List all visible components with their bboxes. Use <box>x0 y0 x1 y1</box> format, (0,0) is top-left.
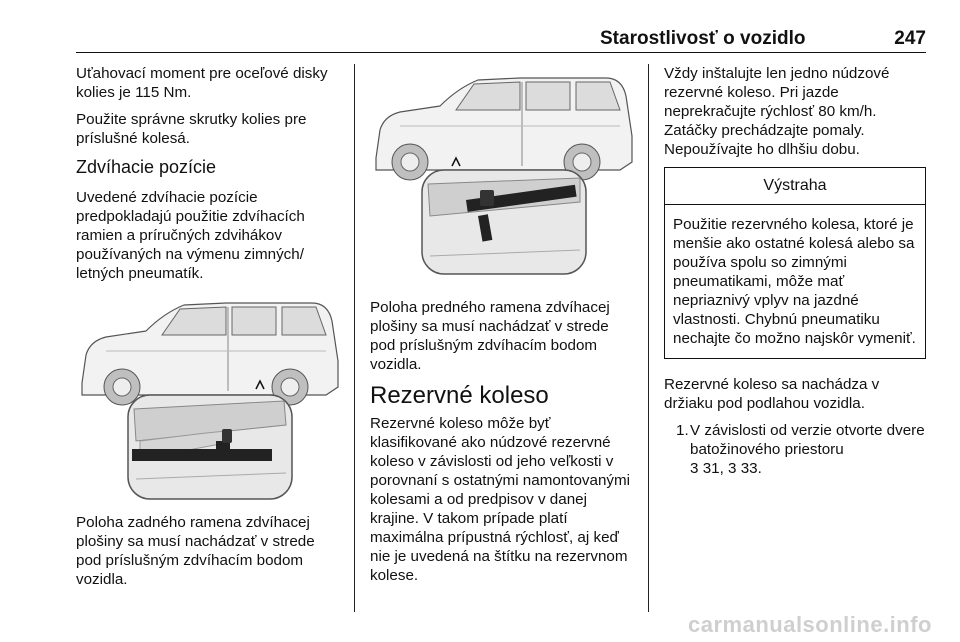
column-1 <box>76 64 344 597</box>
column-divider-2 <box>648 64 649 612</box>
spare-location-paragraph: Rezervné koleso sa nachádza v držiaku pod podlahou vozidla. <box>664 376 880 412</box>
warning-title: Výstraha <box>665 168 925 205</box>
lifting-positions-heading: Zdvíhacie pozície <box>76 157 217 177</box>
page-ref-arrow-icon: 3 <box>728 460 737 477</box>
column-divider-1 <box>354 64 355 612</box>
warning-box <box>664 167 926 359</box>
spare-wheel-heading: Rezervné koleso <box>370 382 549 409</box>
page-reference[interactable] <box>690 460 720 477</box>
rear-lift-caption: Poloha zadného ramena zdvíhacej plošiny sa musí nachádzať v strede pod príslušným zdvíhacím bodom vozidla. <box>76 514 315 588</box>
page-ref-number: 33 <box>740 460 758 477</box>
front-lift-caption: Poloha predného ramena zdvíhacej plošiny sa musí nachádzať v strede pod príslušným zdvíhacím bodom vozidla. <box>370 299 610 373</box>
watermark: carmanualsonline.info <box>688 612 932 637</box>
page-header-title: Starostlivosť o vozidlo <box>600 28 806 49</box>
list-item-text: V závislosti od verzie otvorte dvere batožinového priestoru <box>690 422 925 458</box>
bolts-paragraph: Použite správne skrutky kolies pre príslušné kolesá. <box>76 111 307 147</box>
list-item <box>664 421 926 478</box>
header-rule <box>76 52 926 53</box>
rear-lift-point-figure <box>76 291 344 503</box>
column-2 <box>370 64 638 593</box>
spare-wheel-paragraph: Rezervné koleso môže byť klasifikované ako núdzové rezervné koleso v závislosti od jeho veľkosti v porovnaní s ostatnými namontovanými kolesami a od predpisov v danej krajine. V takom prípade platí maximálna prípustná rýchlosť, aj keď nie je uvedená na štítku na rezervnom kolese. <box>370 415 631 584</box>
lifting-positions-paragraph: Uvedené zdvíhacie pozície predpokladajú použitie zdvíhacích ramien a príručných zdvihákov používaných na výmenu zimných/ letných pneumatík. <box>76 189 305 282</box>
page-ref-arrow-icon: 3 <box>690 460 699 477</box>
front-lift-point-figure <box>370 66 638 280</box>
emergency-spare-paragraph: Vždy inštalujte len jedno núdzové rezervné koleso. Pri jazde neprekračujte rýchlosť 80 km/h. Zatáčky prechádzajte pomaly. Nepoužívajte ho dlhšiu dobu. <box>664 65 890 158</box>
column-3 <box>664 64 926 478</box>
torque-paragraph: Uťahovací moment pre oceľové disky kolies je 115 Nm. <box>76 65 328 101</box>
list-number: 1. <box>676 422 689 439</box>
page-reference[interactable] <box>728 460 758 477</box>
page-ref-end: . <box>757 460 762 477</box>
page-number: 247 <box>894 28 926 49</box>
page-ref-separator: , <box>719 460 729 477</box>
page-ref-number: 31 <box>702 460 720 477</box>
warning-text: Použitie rezervného kolesa, ktoré je menšie ako ostatné kolesá alebo sa používa spolu so zimnými pneumatikami, môže mať nepriaznivý vplyv na jazdné vlastnosti. Chybnú pneumatiku nechajte čo možno najskôr vymeniť. <box>673 216 916 347</box>
